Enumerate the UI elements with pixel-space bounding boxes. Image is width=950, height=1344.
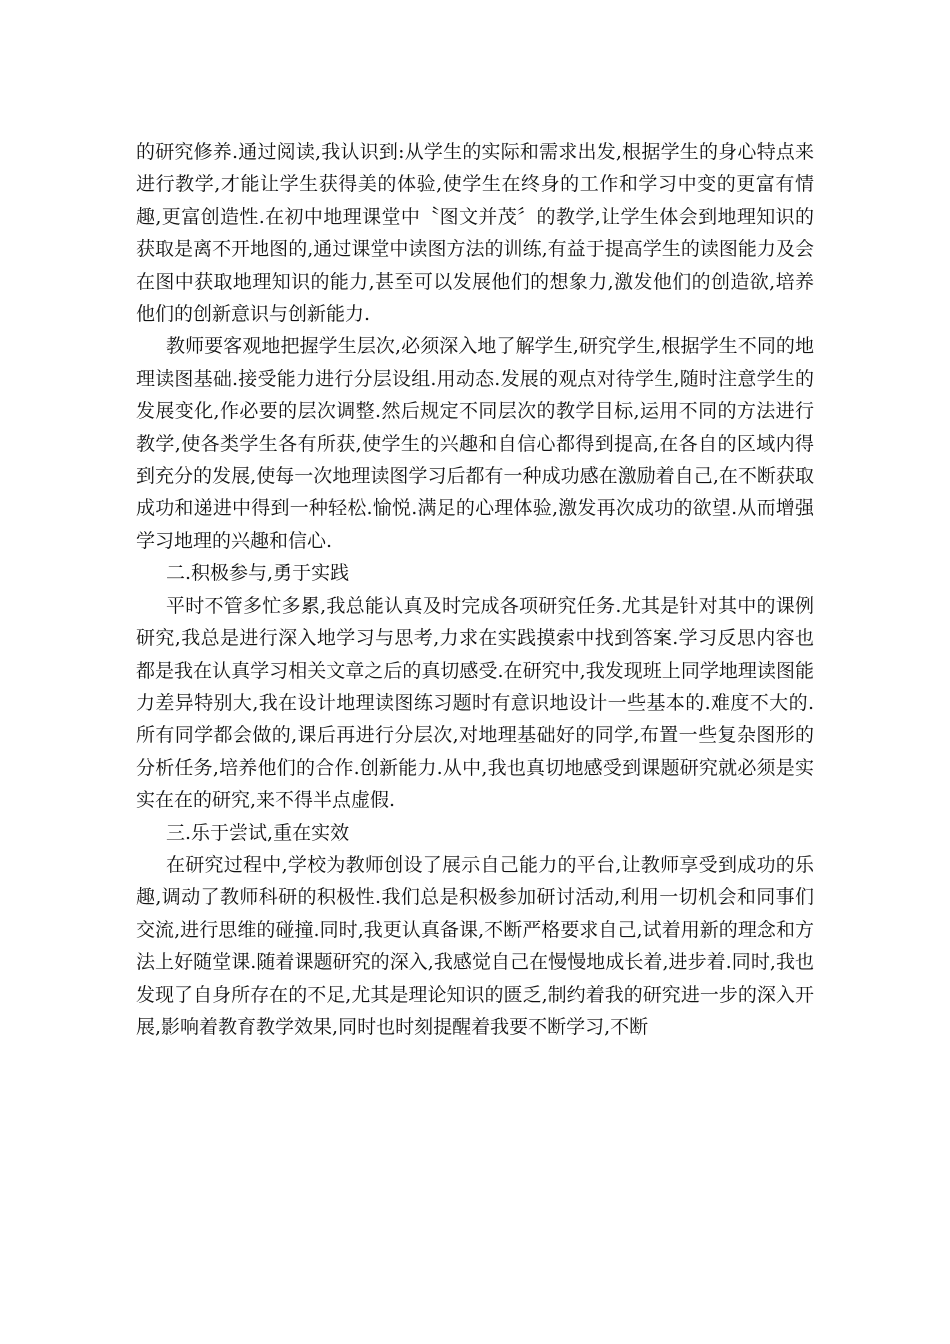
paragraph-2: 教师要客观地把握学生层次,必须深入地了解学生,研究学生,根据学生不同的地理读图基础.接受能力进行分层设组.用动态.发展的观点对待学生,随时注意学生的发展变化,作必要的层次调整.然后规定不同层次的教学目标,运用不同的方法进行教学,使各类学生各有所获,使学生的兴趣和自信心都得到提高,在各自的区域内得到充分的发展,使每一次地理读图学习后都有一种成功感在激励着自己,在不断获取成功和递进中得到一种轻松.愉悦.满足的心理体验,激发再次成功的欲望.从而增强学习地理的兴趣和信心. (136, 335, 814, 552)
section-heading-3: 三.乐于尝试,重在实效 (166, 821, 350, 844)
section-heading-2: 二.积极参与,勇于实践 (166, 562, 350, 585)
document-body (136, 136, 814, 1043)
paragraph-3: 平时不管多忙多累,我总能认真及时完成各项研究任务.尤其是针对其中的课例研究,我总是进行深入地学习与思考,力求在实践摸索中找到答案.学习反思内容也都是我在认真学习相关文章之后的真切感受.在研究中,我发现班上同学地理读图能力差异特别大,我在设计地理读图练习题时有意识地设计一些基本的.难度不大的.所有同学都会做的,课后再进行分层次,对地理基础好的同学,布置一些复杂图形的分析任务,培养他们的合作.创新能力.从中,我也真切地感受到课题研究就必须是实实在在的研究,来不得半点虚假. (136, 594, 814, 812)
paragraph-1: 的研究修养.通过阅读,我认识到:从学生的实际和需求出发,根据学生的身心特点来进行教学,才能让学生获得美的体验,使学生在终身的工作和学习中变的更富有情趣,更富创造性.在初中地理课堂中〝图文并茂〞的教学,让学生体会到地理知识的获取是离不开地图的,通过课堂中读图方法的训练,有益于提高学生的读图能力及会在图中获取地理知识的能力,甚至可以发展他们的想象力,激发他们的创造欲,培养他们的创新意识与创新能力. (136, 141, 814, 326)
paragraph-4: 在研究过程中,学校为教师创设了展示自己能力的平台,让教师享受到成功的乐趣,调动了教师科研的积极性.我们总是积极参加研讨活动,利用一切机会和同事们交流,进行思维的碰撞.同时,我更认真备课,不断严格要求自己,试着用新的理念和方法上好随堂课.随着课题研究的深入,我感觉自己在慢慢地成长着,进步着.同时,我也发现了自身所存在的不足,尤其是理论知识的匮乏,制约着我的研究进一步的深入开展,影响着教育教学效果,同时也时刻提醒着我要不断学习,不断 (136, 853, 814, 1038)
